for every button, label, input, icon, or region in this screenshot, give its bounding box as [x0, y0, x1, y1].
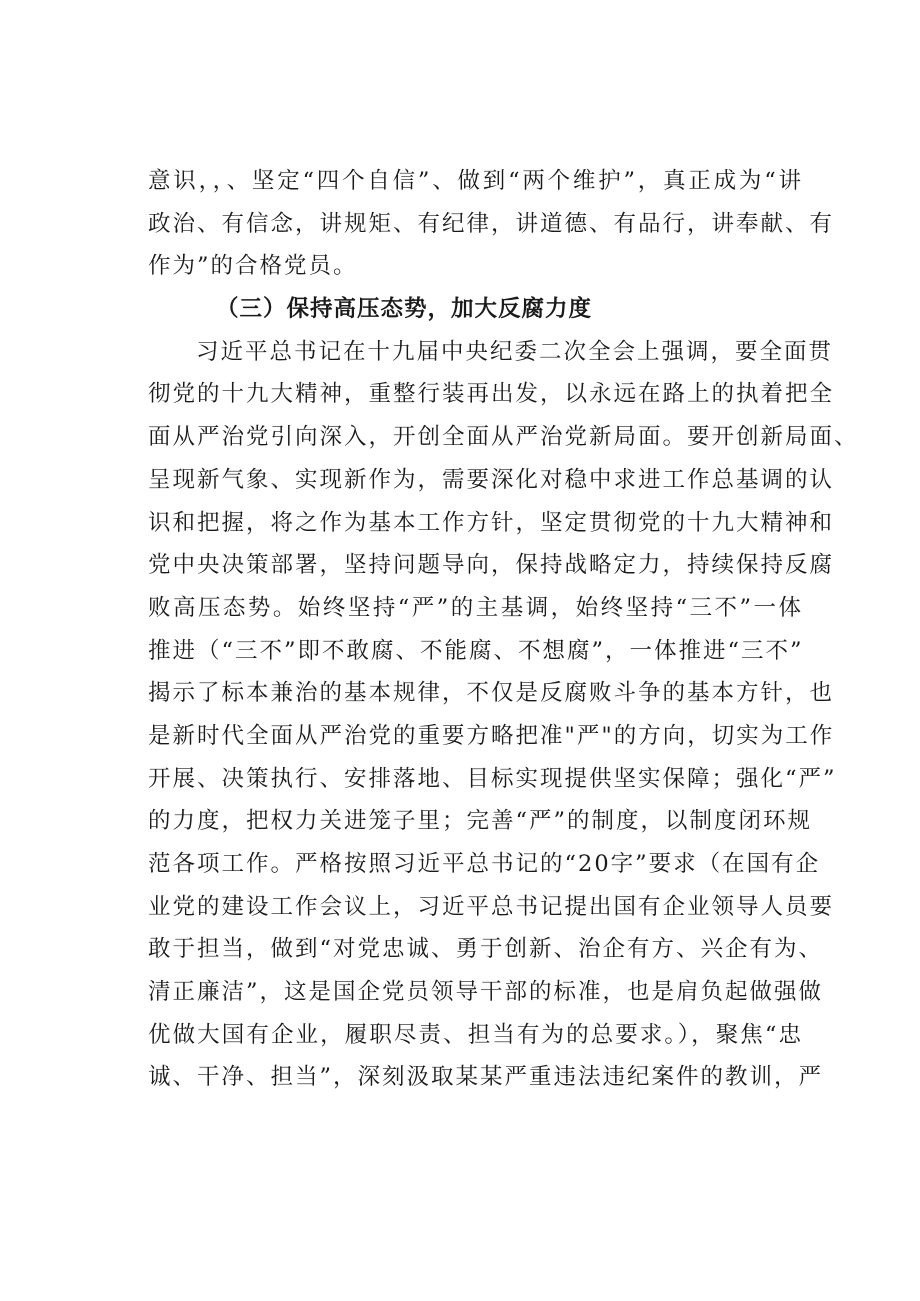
- section-heading: （三）保持高压态势，加大反腐力度: [216, 296, 593, 323]
- paragraph-2-line-13: 范各项工作。严格按照习近平总书记的“20字”要求（在国有企: [148, 851, 821, 877]
- paragraph-2: [148, 331, 859, 1099]
- paragraph-2-line-7: 败高压态势。始终坚持“严”的主基调，始终坚持“三不”一体: [148, 594, 803, 621]
- paragraph-2-line-12: 的力度，把权力关进笼子里；完善“严”的制度，以制度闭环规: [148, 808, 813, 835]
- paragraph-2-line-10: 是新时代全面从严治党的重要方略把准"严"的方向，切实为工作: [148, 722, 835, 749]
- paragraph-2-line-3: 面从严治党引向深入，开创全面从严治党新局面。要开创新局面、: [148, 424, 859, 451]
- paragraph-1-line-3: 作为”的合格党员。: [148, 253, 358, 280]
- paragraph-1: [148, 160, 835, 288]
- paragraph-2-line-18: 诚、干净、担当”，深刻汲取某某严重违法违纪案件的教训，严: [148, 1064, 824, 1091]
- paragraph-2-line-2: 彻党的十九大精神，重整行装再出发，以永远在路上的执着把全: [148, 381, 835, 408]
- paragraph-2-line-11: 开展、决策执行、安排落地、目标实现提供坚实保障；强化“严”: [148, 765, 837, 792]
- paragraph-1-line-2: 政治、有信念，讲规矩、有纪律，讲道德、有品行，讲奉献、有: [148, 210, 835, 237]
- paragraph-2-line-9: 揭示了标本兼治的基本规律，不仅是反腐败斗争的基本方针，也: [148, 680, 835, 707]
- paragraph-2-line-8: 推进（“三不”即不敢腐、不能腐、不想腐”，一体推进“三不”: [148, 637, 804, 664]
- paragraph-2-line-5: 识和把握，将之作为基本工作方针，坚定贯彻党的十九大精神和: [148, 509, 835, 536]
- document-body: [148, 160, 859, 1099]
- paragraph-2-line-6: 党中央决策部署，坚持问题导向，保持战略定力，持续保持反腐: [148, 552, 835, 579]
- paragraph-2-line-14: 业党的建设工作会议上，习近平总书记提出国有企业领导人员要: [148, 893, 835, 920]
- paragraph-2-line-1: 习近平总书记在十九届中央纪委二次全会上强调，要全面贯: [196, 338, 834, 365]
- paragraph-2-line-16: 清正廉洁”，这是国企党员领导干部的标准，也是肩负起做强做: [148, 979, 824, 1006]
- paragraph-2-line-4: 呈现新气象、实现新作为，需要深化对稳中求进工作总基调的认: [148, 466, 835, 493]
- paragraph-2-line-17: 优做大国有企业，履职尽责、担当有为的总要求。），聚焦“忠: [148, 1021, 803, 1048]
- paragraph-2-line-15: 敢于担当，做到“对党忠诚、勇于创新、治企有方、兴企有为、: [148, 936, 824, 963]
- paragraph-1-line-1: 意识，，、坚定“四个自信”、做到“两个维护”，真正成为“讲: [148, 168, 803, 194]
